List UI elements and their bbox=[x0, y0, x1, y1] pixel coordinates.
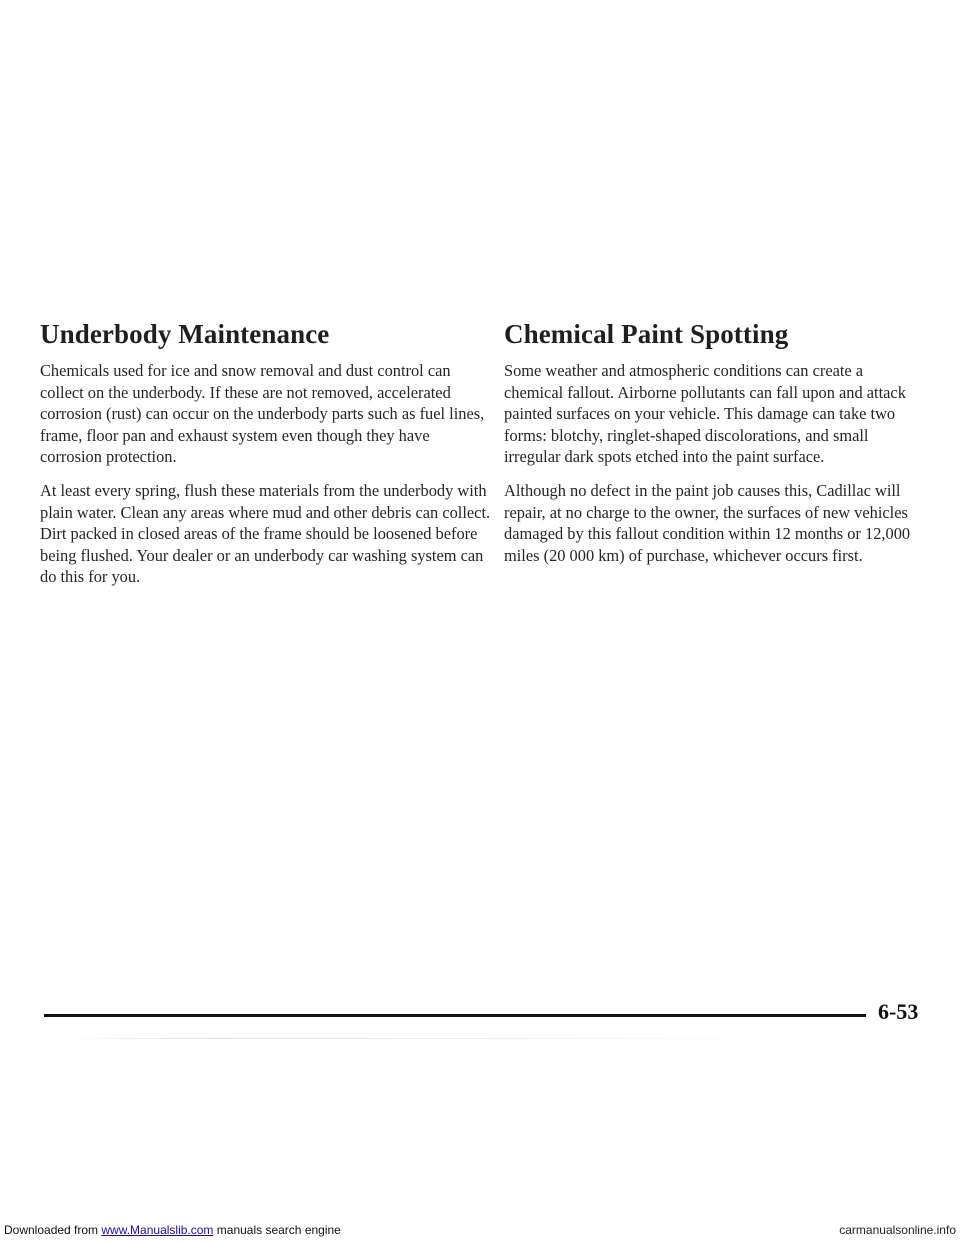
underbody-maintenance-section bbox=[40, 318, 495, 600]
manualslib-link[interactable]: www.Manualslib.com bbox=[101, 1223, 214, 1237]
underbody-paragraph-2: At least every spring, flush these materials from the underbody with plain water. Clean any areas where mud and other debris can collect. Dirt packed in closed areas of the frame should be loosened before being flushed. Your dealer or an underbody car washing system can do this for you. bbox=[40, 480, 491, 587]
chemical-paint-spotting-heading: Chemical Paint Spotting bbox=[504, 319, 789, 349]
paint-spotting-paragraph-1: Some weather and atmospheric conditions can create a chemical fallout. Airborne pollutants can fall upon and attack painted surfaces on your vehicle. This damage can take two forms: blotchy, ringlet-shaped discolorations, and small irregular dark spots etched into the paint surface. bbox=[504, 361, 906, 467]
download-source-note bbox=[4, 1222, 341, 1238]
scan-artifact-line bbox=[60, 1038, 820, 1039]
download-prefix: Downloaded from bbox=[4, 1223, 102, 1237]
page-footer-rule bbox=[44, 1014, 866, 1017]
underbody-maintenance-heading: Underbody Maintenance bbox=[40, 319, 330, 349]
underbody-paragraph-1: Chemicals used for ice and snow removal and dust control can collect on the underbody. If these are not removed, accelerated corrosion (rust) can occur on the underbody parts such as fuel lines, frame, floor pan and exhaust system even though they have corrosion protection. bbox=[40, 361, 485, 467]
page-number: 6-53 bbox=[878, 999, 919, 1024]
download-suffix: manuals search engine bbox=[213, 1223, 341, 1237]
paint-spotting-paragraph-2: Although no defect in the paint job causes this, Cadillac will repair, at no charge to the owner, the surfaces of new vehicles damaged by this fallout condition within 12 months or 12,000 miles (20 000 km) of purchase, whichever occurs first. bbox=[504, 480, 911, 565]
chemical-paint-spotting-section bbox=[504, 318, 924, 578]
site-watermark: carmanualsonline.info bbox=[839, 1223, 956, 1237]
